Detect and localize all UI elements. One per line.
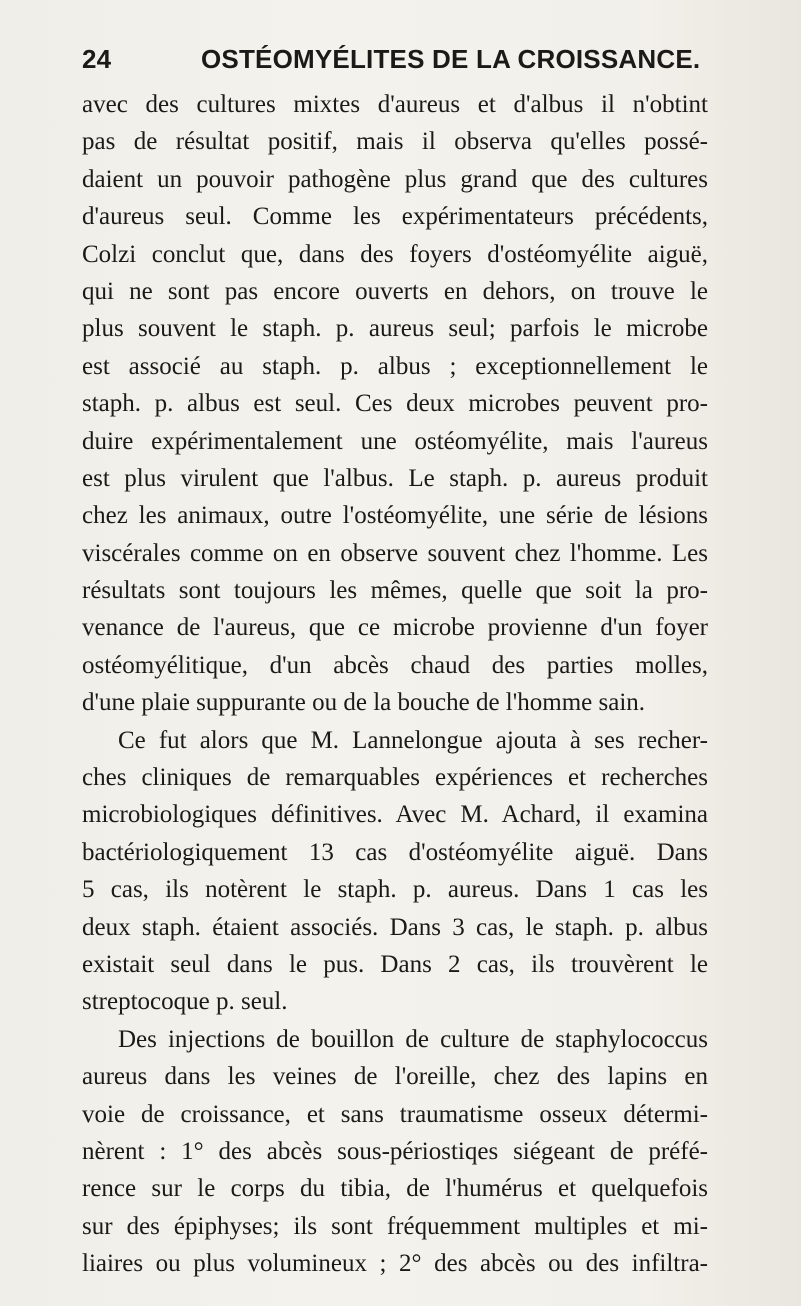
text-line: 5 cas, ils notèrent le staph. p. aureus. Dans 1 cas les [82,876,708,904]
text-line: nèrent : 1° des abcès sous-périostiqes siégeant de préfé- [82,1137,708,1165]
text-line: streptocoque p. seul. [82,988,288,1016]
text-line: bactériologiquement 13 cas d'ostéomyélite aiguë. Dans [82,838,708,866]
running-title: OSTÉOMYÉLITES DE LA CROISSANCE. [201,44,701,74]
text-line: est plus virulent que l'albus. Le staph. p. aureus produit [82,464,708,492]
text-line: voie de croissance, et sans traumatisme osseux détermi- [82,1100,708,1128]
text-line: pas de résultat positif, mais il observa qu'elles possé- [82,128,708,156]
text-line: Ce fut alors que M. Lannelongue ajouta à ses recher- [118,726,708,754]
text-line: plus souvent le staph. p. aureus seul; parfois le microbe [82,315,708,343]
text-line: Des injections de bouillon de culture de staphylococcus [118,1025,708,1053]
text-line: viscérales comme on en observe souvent chez l'homme. Les [82,539,708,567]
text-line: existait seul dans le pus. Dans 2 cas, ils trouvèrent le [82,950,708,978]
text-line: microbiologiques définitives. Avec M. Achard, il examina [82,801,708,829]
text-line: ches cliniques de remarquables expériences et recherches [82,764,708,792]
text-line: qui ne sont pas encore ouverts en dehors, on trouve le [82,277,708,305]
page-number: 24 [82,44,112,74]
text-line: Colzi conclut que, dans des foyers d'ostéomyélite aiguë, [82,240,708,268]
text-line: avec des cultures mixtes d'aureus et d'albus il n'obtint [82,91,708,118]
text-line: deux staph. étaient associés. Dans 3 cas, le staph. p. albus [82,913,708,941]
text-line: aureus dans les veines de l'oreille, chez des lapins en [82,1063,708,1091]
text-line: ostéomyélitique, d'un abcès chaud des parties molles, [82,651,708,679]
text-line: daient un pouvoir pathogène plus grand que des cultures [82,165,708,193]
text-line: duire expérimentalement une ostéomyélite, mais l'aureus [82,427,708,455]
text-line: d'une plaie suppurante ou de la bouche de l'homme sain. [82,689,646,717]
text-line: sur des épiphyses; ils sont fréquemment multiples et mi- [82,1212,708,1240]
text-line: d'aureus seul. Comme les expérimentateurs précédents, [82,203,708,231]
text-line: chez les animaux, outre l'ostéomyélite, une série de lésions [82,502,708,530]
text-line: staph. p. albus est seul. Ces deux microbes peuvent pro- [82,390,708,418]
page-header [82,44,707,80]
text-line: résultats sont toujours les mêmes, quelle que soit la pro- [82,577,708,605]
text-line: est associé au staph. p. albus ; exceptionnellement le [82,352,708,380]
text-line: liaires ou plus volumineux ; 2° des abcès ou des infiltra- [82,1250,708,1278]
text-line: venance de l'aureus, que ce microbe provienne d'un foyer [82,614,708,642]
body-text [82,86,708,1283]
text-line: rence sur le corps du tibia, de l'humérus et quelquefois [82,1175,708,1203]
